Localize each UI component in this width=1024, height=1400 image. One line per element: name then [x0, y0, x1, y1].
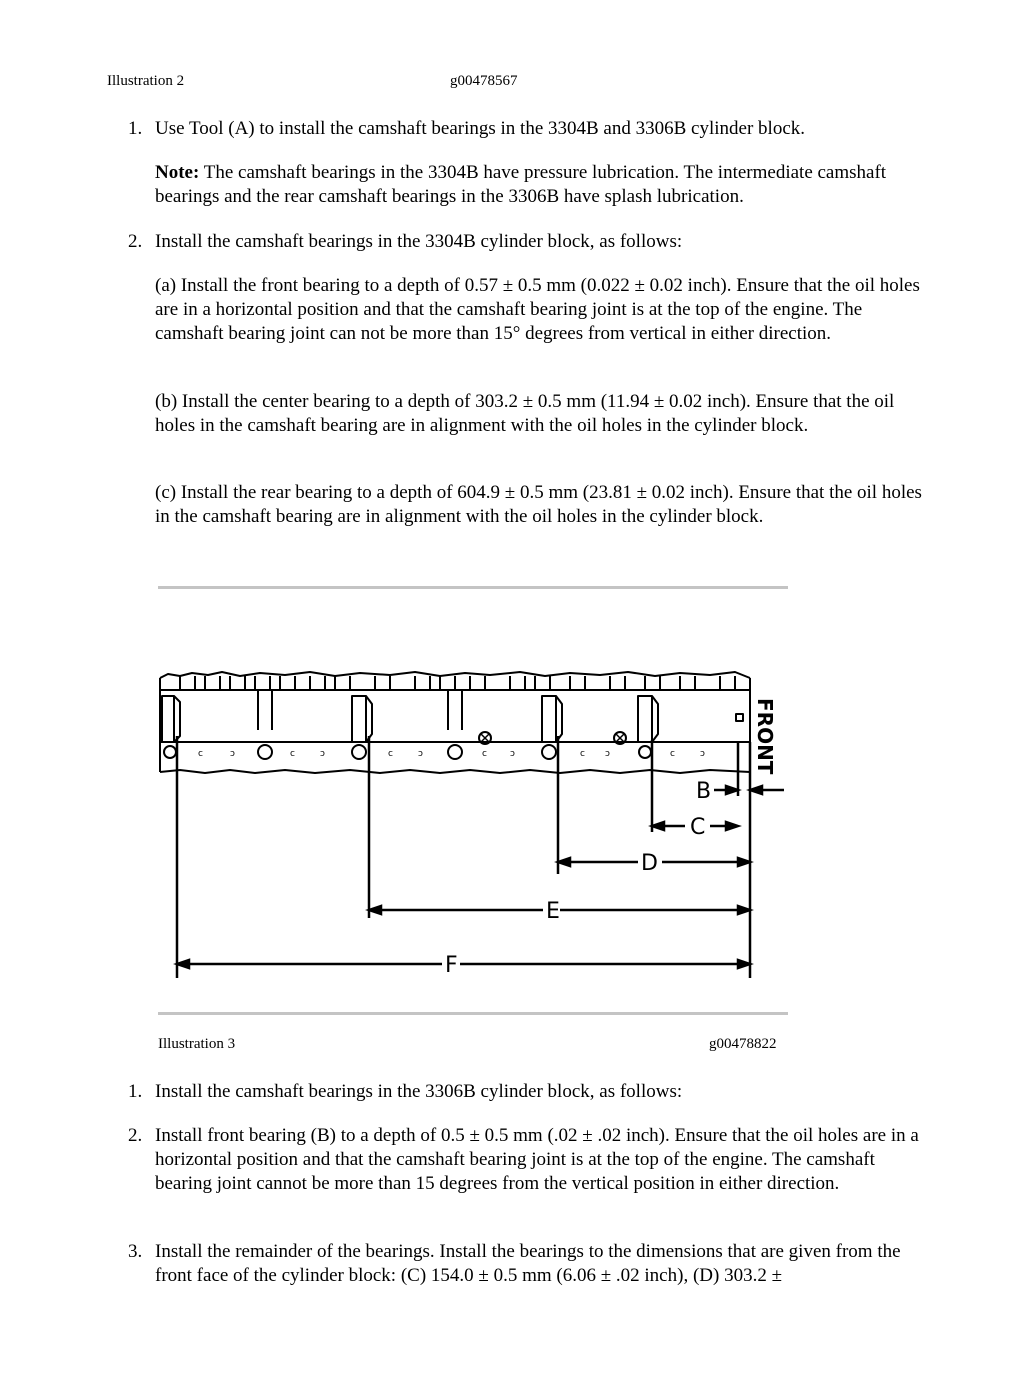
- step-text: Install front bearing (B) to a depth of 0.5 ± 0.5 mm (.02 ± .02 inch). Ensure that the oil holes are in a horizontal position and that the camshaft bearing joint is at the top of the engine. The camshaft bearing joint cannot be more than 15 degrees from the vertical position in either direction.: [155, 1125, 919, 1194]
- svg-text:c: c: [482, 749, 487, 759]
- section2-step-3: [128, 1240, 928, 1288]
- illustration-3-code: g00478822: [709, 1036, 777, 1052]
- svg-text:c: c: [670, 749, 675, 759]
- dim-label-f: F: [445, 953, 458, 978]
- section1-step-1: [128, 117, 928, 141]
- section2-step-2: [128, 1124, 928, 1196]
- sub-step-a: (a) Install the front bearing to a depth of 0.57 ± 0.5 mm (0.022 ± 0.02 inch). Ensure that the oil holes are in a horizontal position and that the camshaft bearing joint is at the top of the engine. The camshaft bearing joint can not be more than 15° degrees from vertical in either direction.: [155, 275, 920, 344]
- illustration-2-label: Illustration 2: [107, 73, 185, 89]
- dim-label-c: C: [690, 815, 706, 840]
- svg-text:c: c: [290, 749, 295, 759]
- svg-text:ɔ: ɔ: [320, 749, 325, 759]
- note-text: The camshaft bearings in the 3304B have pressure lubrication. The intermediate camshaft bearings and the rear camshaft bearings in the 3306B have splash lubrication.: [155, 162, 887, 207]
- step-text: Install the camshaft bearings in the 3306B cylinder block, as follows:: [155, 1081, 683, 1102]
- step-number: 2.: [128, 231, 143, 252]
- illustration-3-label: Illustration 3: [158, 1036, 236, 1052]
- step-text: Install the remainder of the bearings. Install the bearings to the dimensions that are given from the front face of the cylinder block: (C) 154.0 ± 0.5 mm (6.06 ± .02 inch), (D) 303.2 ±: [155, 1241, 901, 1286]
- cylinder-block-diagram: [150, 660, 810, 990]
- step-text: Install the camshaft bearings in the 3304B cylinder block, as follows:: [155, 231, 683, 252]
- svg-text:ɔ: ɔ: [418, 749, 423, 759]
- step-number: 2.: [128, 1125, 143, 1146]
- svg-text:c: c: [580, 749, 585, 759]
- front-label: FRONT: [753, 698, 777, 775]
- svg-text:ɔ: ɔ: [605, 749, 610, 759]
- figure-bottom-rule: [158, 1012, 788, 1015]
- step-number: 1.: [128, 118, 143, 139]
- dim-label-e: E: [546, 899, 560, 924]
- step-text: Use Tool (A) to install the camshaft bearings in the 3304B and 3306B cylinder block.: [155, 118, 805, 139]
- dim-label-b: B: [696, 779, 712, 804]
- step-number: 3.: [128, 1241, 143, 1262]
- step-number: 1.: [128, 1081, 143, 1102]
- section1-step-2: [128, 230, 928, 254]
- svg-text:c: c: [388, 749, 393, 759]
- note-label: Note:: [155, 162, 200, 183]
- svg-text:ɔ: ɔ: [230, 749, 235, 759]
- svg-text:c: c: [198, 749, 203, 759]
- sub-step-b: (b) Install the center bearing to a depth of 303.2 ± 0.5 mm (11.94 ± 0.02 inch). Ensure that the oil holes in the camshaft bearing are in alignment with the oil holes in the cylinder block.: [155, 391, 895, 436]
- figure-top-rule: [158, 586, 788, 589]
- section2-step-1: [128, 1080, 928, 1104]
- dim-label-d: D: [641, 851, 658, 876]
- illustration-2-code: g00478567: [450, 73, 518, 89]
- note-paragraph: [155, 161, 925, 209]
- svg-text:ɔ: ɔ: [510, 749, 515, 759]
- sub-step-c: (c) Install the rear bearing to a depth of 604.9 ± 0.5 mm (23.81 ± 0.02 inch). Ensure that the oil holes in the camshaft bearing are in alignment with the oil holes in the cylinder block.: [155, 482, 922, 527]
- svg-text:ɔ: ɔ: [700, 749, 705, 759]
